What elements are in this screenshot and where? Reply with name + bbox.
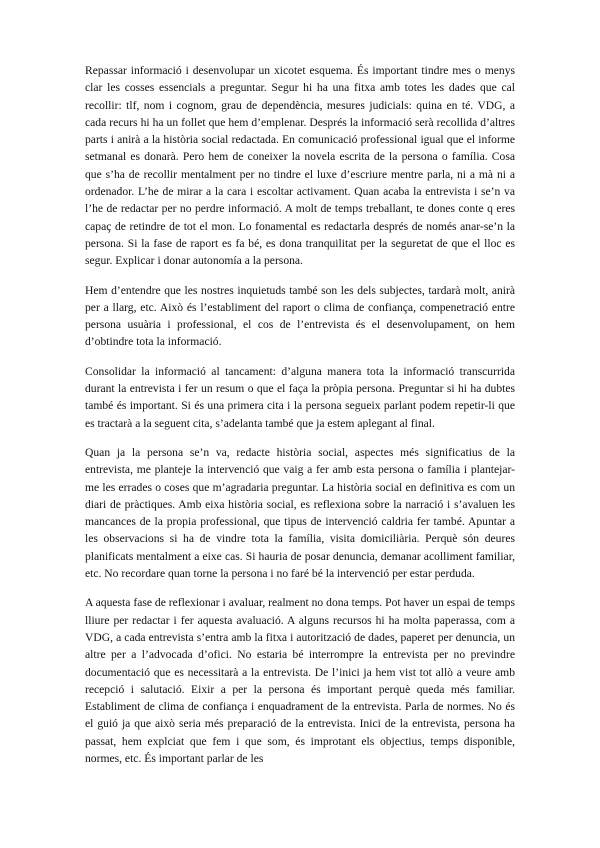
document-page (85, 62, 515, 779)
paragraph-3: Consolidar la informació al tancament: d’alguna manera tota la informació transcurrida durant la entrevista i fer un resum o que el faça la pròpia persona. Preguntar si hi ha dubtes també és important. Si és una primera cita i la persona segueix parlant podem repetir-li que es tractarà a la seguent cita, s’adelanta també que ja estem aplegant al final. (85, 364, 515, 430)
paragraph-4: Quan ja la persona se’n va, redacte història social, aspectes més significatius de la entrevista, me planteje la intervenció que vaig a fer amb esta persona o família i plantejar-me les errades o coses que m’agradaria preguntar. La història social en definitiva es com un diari de pràctiques. Amb eixa història social, es reflexiona sobre la narració i s’avaluen les mancances de la propia professional, que tipus de intervenció caldria fer també. Apuntar a les observacions si ha de vindre tota la família, visita domiciliària. Perquè són deures planificats mentalment a eixe cas. Si hauria de posar denuncia, demanar acolliment familiar, etc. No recordare quan torne la persona i no faré bé la intervenció per estar perduda. (85, 445, 515, 581)
paragraph-2: Hem d’entendre que les nostres inquietuds també son les dels subjectes, tardarà molt, anirà per a llarg, etc. Això és l’establiment del raport o clima de confiança, compenetració entre persona usuària i professional, el cos de l’entrevista és el desenvolupament, on hem d’obtindre tota la informació. (85, 283, 515, 349)
paragraph-5: A aquesta fase de reflexionar i avaluar, realment no dona temps. Pot haver un espai de temps lliure per redactar i fer aquesta avaluació. A alguns recursos hi ha molta paperassa, com a VDG, a cada entrevista s’entra amb la fitxa i autorització de dades, paperet per denuncia, un altre per a l’advocada d’ofici. No estaria bé interrompre la entrevista per no previndre documentació que es necessitarà a la entrevista. De l’inici ja hem vist tot allò a veure amb recepció i salutació. Eixir a per la persona és important perquè queda més familiar. Establiment de clima de confiança i enquadrament de la entrevista. Parla de normes. No és el guió ja que això seria més preparació de la entrevista. Inici de la entrevista, persona ha passat, hem explciat que fem i que som, és improtant els objectius, temps disponible, normes, etc. És important parlar de les (85, 596, 515, 765)
paragraph-1: Repassar informació i desenvolupar un xicotet esquema. És important tindre mes o menys clar les cosses essencials a preguntar. Segur hi ha una fitxa amb totes les dades que cal recollir: tlf, nom i cognom, grau de dependència, mesures judicials: quina en té. VDG, a cada recurs hi ha un follet que hem d’emplenar. Després la informació serà recollida d’altres parts i anirà a la història social redactada. En comunicació professional igual que el informe setmanal es donarà. Pero hem de coneixer la novela escrita de la persona o família. Cosa que s’ha de recollir mentalment per no tindre el luxe d’escriure mentre parla, ni a mà ni a ordenador. L’he de mirar a la cara i escoltar activament. Quan acaba la entrevista i se’n va l’he de redactar per no perdre informació. A molt de temps treballant, te dones conte q eres capaç de retindre de tot el mon. Lo fonamental es redactarla després de només anar-se’n la persona. Si la fase de raport es fa bé, es dona tranquilitat per la seguretat de que el lloc es segur. Explicar i donar autonomía a la persona. (85, 64, 515, 268)
